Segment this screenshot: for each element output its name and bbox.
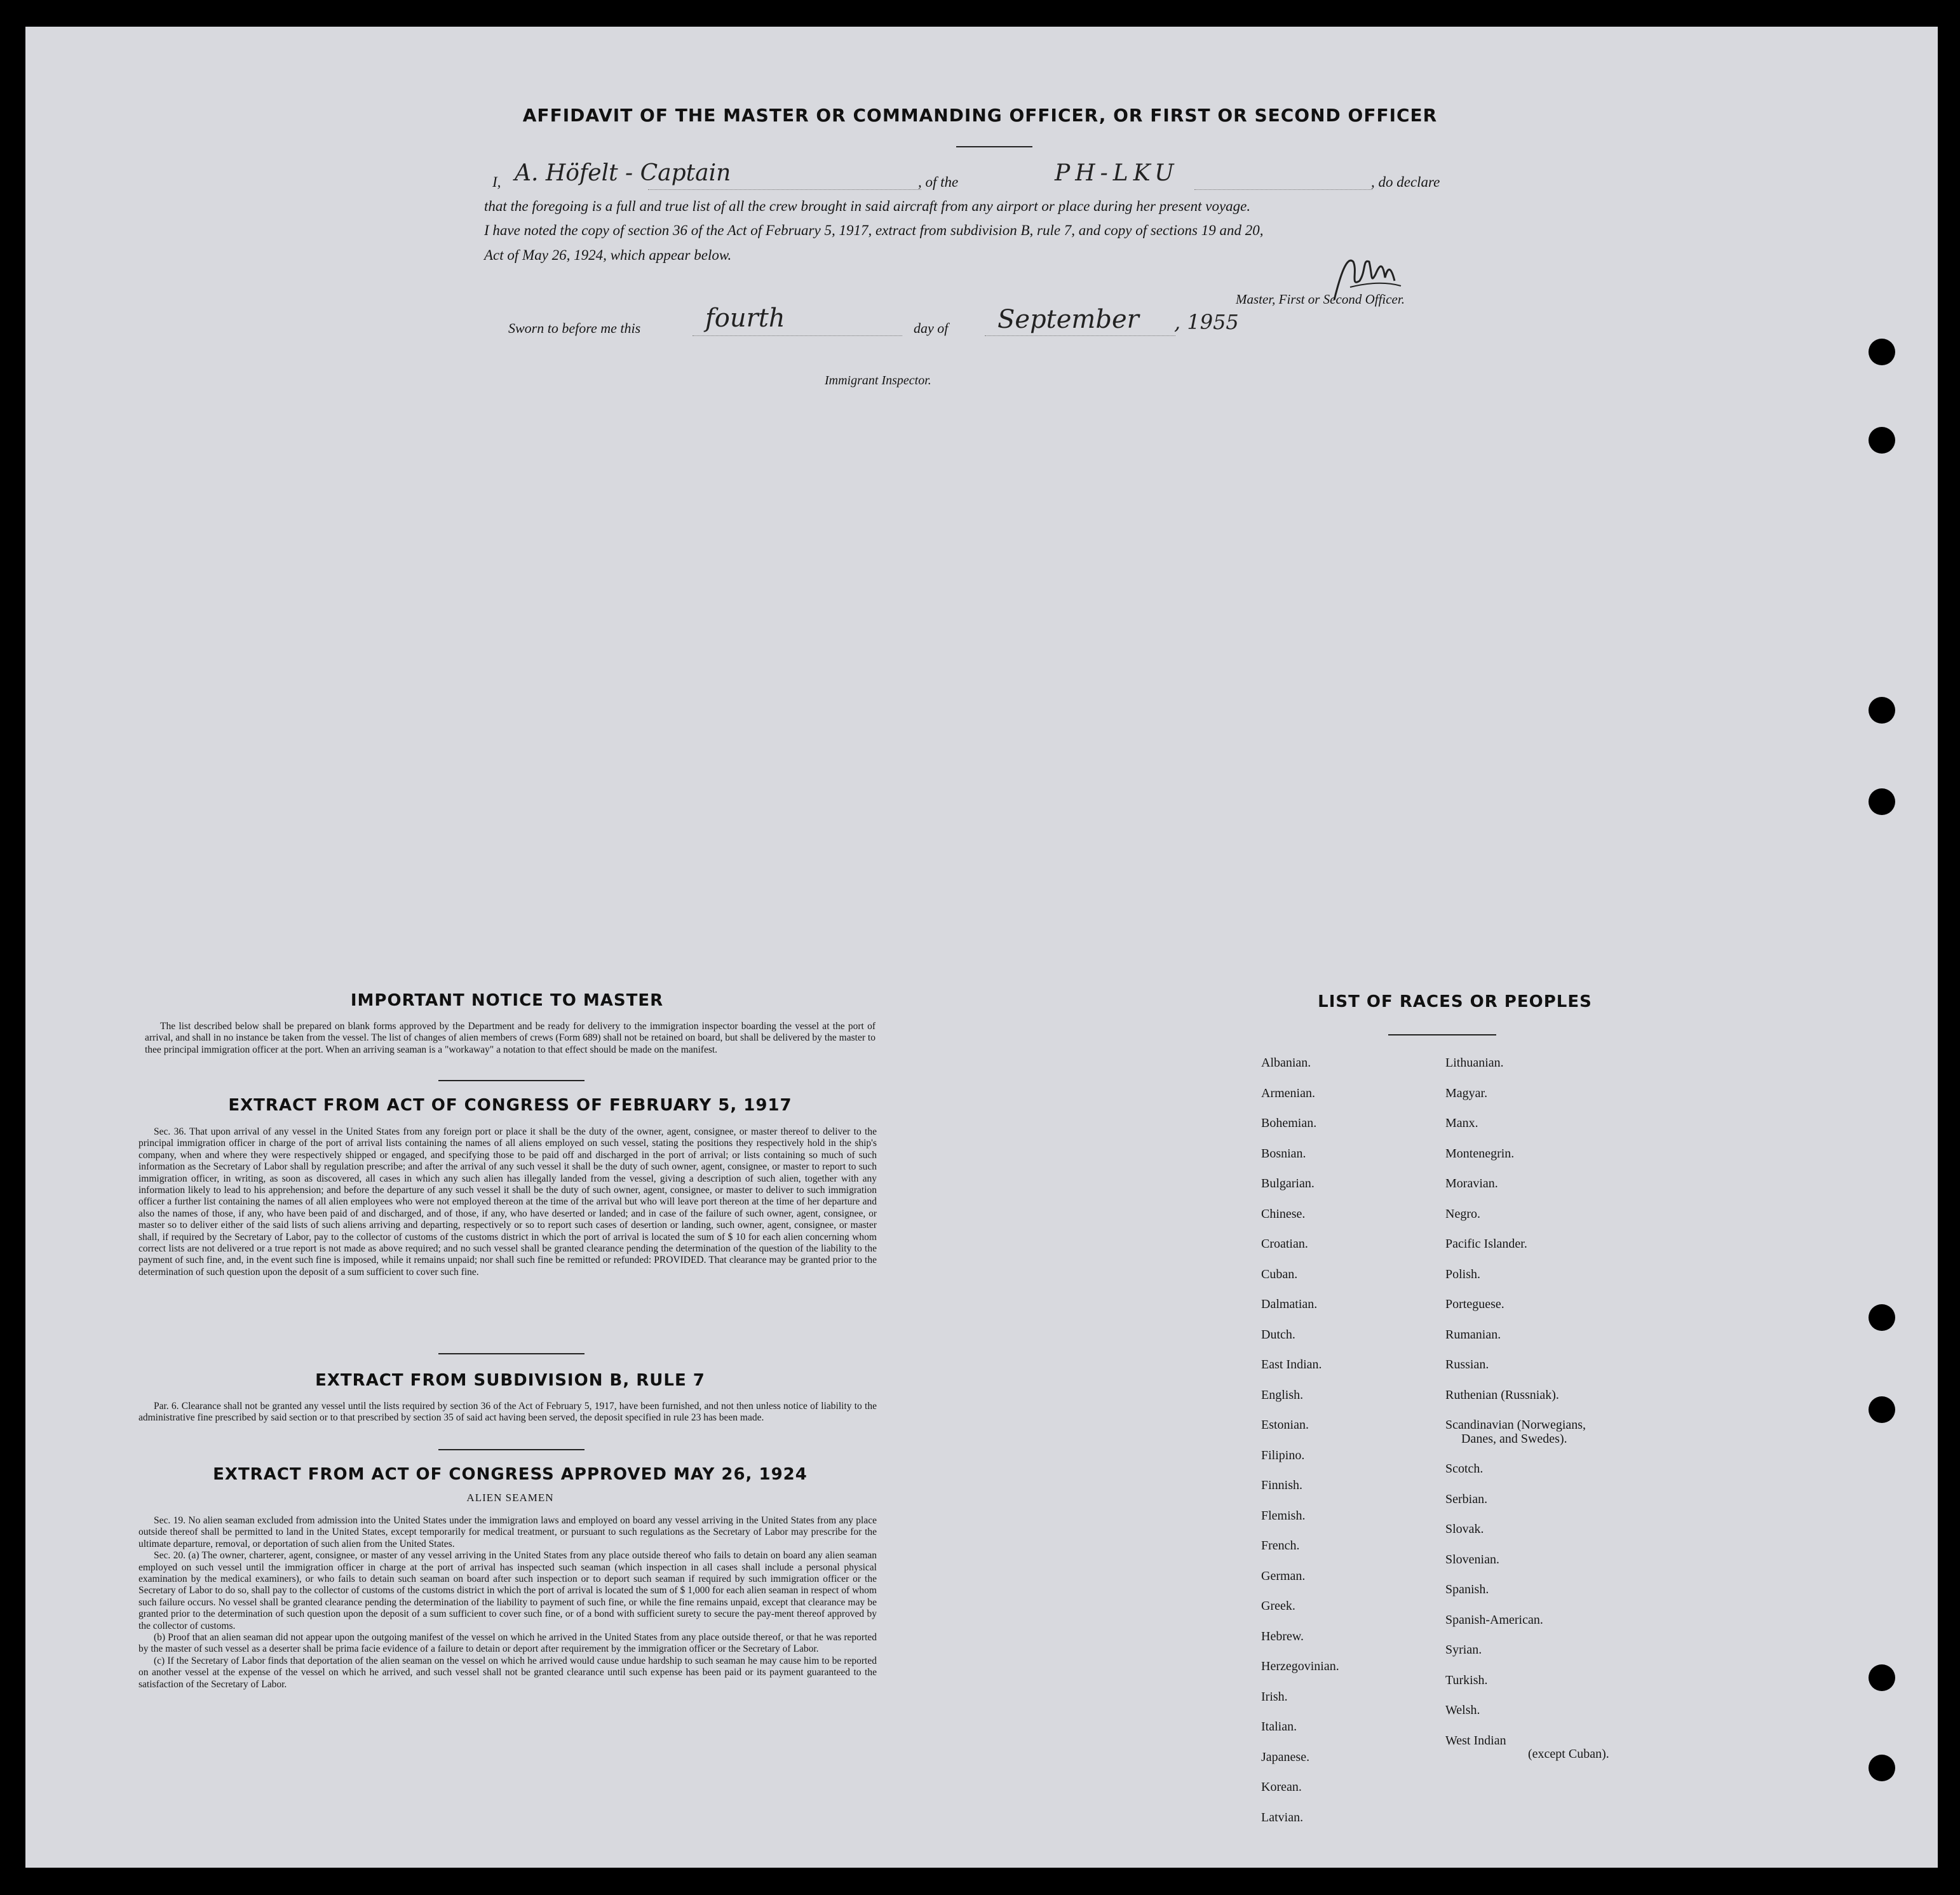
race-item: Estonian. [1261, 1418, 1309, 1432]
signature-label: Master, First or Second Officer. [1236, 292, 1405, 307]
race-item: Dalmatian. [1261, 1297, 1318, 1311]
races-title: LIST OF RACES OR PEOPLES [1318, 992, 1592, 1011]
subdivision-b-title: EXTRACT FROM SUBDIVISION B, RULE 7 [315, 1371, 705, 1390]
race-item: East Indian. [1261, 1358, 1322, 1372]
binder-hole [1869, 1755, 1895, 1781]
section-20b-paragraph: (b) Proof that an alien seaman did not appear upon the outgoing manifest of the vessel on which he arrived in the United States from any place outside thereof, or that he was reported by the master of such vessel as a deserter shall be prima facie evidence of a failure to detain or deport after requirement by the immigration officer or the Secretary of Labor. [139, 1632, 877, 1655]
binder-hole [1869, 697, 1895, 724]
race-item: Porteguese. [1445, 1297, 1504, 1311]
race-item: Polish. [1445, 1267, 1481, 1281]
binder-hole [1869, 1664, 1895, 1691]
race-item: Finnish. [1261, 1478, 1303, 1492]
section-divider [438, 1080, 585, 1081]
race-item: Croatian. [1261, 1237, 1308, 1251]
extract-1924-title: EXTRACT FROM ACT OF CONGRESS APPROVED MAY 26, 1924 [213, 1465, 808, 1484]
sworn-prefix: Sworn to before me this [508, 320, 641, 336]
section-divider [438, 1353, 585, 1354]
subdivision-b-text: Par. 6. Clearance shall not be granted any vessel until the lists required by section 36 of the Act of February 5, 1917, have been furnished, and not then unless notice of liability to the administrative fine prescribed by said section or to that prescribed by section 35 of said act having been served, the deposit specified in rule 23 has been made. [139, 1401, 877, 1424]
race-item: Herzegovinian. [1261, 1659, 1339, 1673]
race-item: Serbian. [1445, 1492, 1488, 1506]
race-item: West Indian [1445, 1733, 1506, 1748]
notice-title: IMPORTANT NOTICE TO MASTER [350, 991, 664, 1010]
race-item: Bohemian. [1261, 1116, 1317, 1130]
race-item: Montenegrin. [1445, 1146, 1515, 1161]
day-of-label: day of [914, 320, 949, 336]
race-item: Manx. [1445, 1116, 1478, 1130]
month-blank-line [985, 335, 1175, 336]
section-20c-paragraph: (c) If the Secretary of Labor finds that deportation of the alien seaman on the vessel on which he arrived would cause undue hardship to such seaman he may cause him to be reported on another vessel at the expense of the vessel on which he arrived, and such vessel shall not be granted clearance until such expense has been paid or its payment guaranteed to the satisfaction of the Secretary of Labor. [139, 1655, 877, 1690]
race-item: Slovenian. [1445, 1552, 1499, 1567]
section-20a-paragraph: Sec. 20. (a) The owner, charterer, agent, consignee, or master of any vessel arriving in the United States from any place outside thereof who fails to detain on board any alien seaman employed on such vessel until the immigration officer in charge at the port of arrival has inspected such seaman (which inspection in all cases shall include a personal physical examination by the medical examiners), or who fails to detain such seaman on board after such inspection or to deport such seaman if required by such immigration officer or the Secretary of Labor to do so, shall pay to the collector of customs of the customs district in which the port of arrival is located the sum of $ 1,000 for each alien seaman in respect of whom such failure occurs. No vessel shall be granted clearance pending the determination of the liability to payment of such fine, or while the fine remains unpaid, except that clearance may be granted prior to the determination of such question upon the deposit of a sum sufficient to cover such fine, or of a bond with sufficient surety to secure the pay-ment thereof approved by the collector of customs. [139, 1550, 877, 1631]
handwritten-day: fourth [705, 304, 785, 333]
race-item: Chinese. [1261, 1206, 1306, 1221]
race-item: Filipino. [1261, 1448, 1305, 1462]
race-item: Greek. [1261, 1599, 1295, 1613]
alien-seamen-subtitle: ALIEN SEAMEN [466, 1492, 554, 1504]
extract-1924-body [139, 1515, 877, 1690]
section-divider [438, 1449, 585, 1450]
race-item-continuation: (except Cuban). [1528, 1747, 1609, 1761]
do-declare-label: , do declare [1371, 174, 1440, 190]
race-item: Spanish-American. [1445, 1612, 1543, 1627]
races-column-1 [1261, 1048, 1339, 1833]
extract-1917-title: EXTRACT FROM ACT OF CONGRESS OF FEBRUARY 5, 1917 [228, 1096, 792, 1115]
handwritten-name: A. Höfelt - Captain [515, 160, 731, 186]
race-item: Spanish. [1445, 1582, 1489, 1596]
handwritten-aircraft: PH-LKU [1055, 160, 1179, 186]
race-item: Hebrew. [1261, 1629, 1304, 1643]
race-item: Scandinavian (Norwegians, [1445, 1418, 1586, 1432]
race-item: Russian. [1445, 1358, 1489, 1372]
race-item: Latvian. [1261, 1810, 1304, 1824]
binder-hole [1869, 339, 1895, 365]
race-item: Irish. [1261, 1689, 1288, 1704]
name-blank-line [648, 189, 921, 190]
race-item: Cuban. [1261, 1267, 1298, 1281]
title-divider [956, 146, 1032, 147]
race-item: Pacific Islander. [1445, 1237, 1527, 1251]
race-item: Korean. [1261, 1780, 1302, 1794]
race-item: Magyar. [1445, 1086, 1488, 1100]
race-item: Italian. [1261, 1720, 1297, 1734]
binder-hole [1869, 788, 1895, 815]
race-item: Negro. [1445, 1206, 1480, 1221]
aircraft-blank-line [1194, 189, 1372, 190]
races-column-2 [1445, 1048, 1609, 1770]
binder-hole [1869, 427, 1895, 454]
race-item: Welsh. [1445, 1703, 1480, 1717]
race-item: Bulgarian. [1261, 1177, 1315, 1190]
race-item: Rumanian. [1445, 1327, 1501, 1342]
race-item: English. [1261, 1387, 1304, 1402]
race-item: Lithuanian. [1445, 1056, 1504, 1070]
declaration-line-2: that the foregoing is a full and true list of all the crew brought in said aircraft from any airport or place during her present voyage. [484, 198, 1251, 214]
race-item: Armenian. [1261, 1086, 1315, 1100]
race-item: Dutch. [1261, 1327, 1295, 1342]
binder-hole [1869, 1304, 1895, 1331]
race-item: Moravian. [1445, 1177, 1498, 1190]
notice-text: The list described below shall be prepared on blank forms approved by the Department and be ready for delivery to the immigration inspector boarding the vessel at the port of arrival, and shall in no instance be taken from the vessel. The list of changes of alien members of crews (Form 689) shall not be retained on board, but shall be delivered by the master to thee principal immigration officer at the port. When an arriving seaman is a "workaway" a notation to that effect should be made on the manifest. [145, 1021, 875, 1055]
race-item: French. [1261, 1539, 1300, 1553]
handwritten-month: September [997, 305, 1139, 334]
sworn-year: , 1955 [1174, 310, 1239, 334]
section-19-paragraph: Sec. 19. No alien seaman excluded from admission into the United States under the immigration laws and employed on board any vessel arriving in the United States from any place outside thereof shall be permitted to land in the United States, except temporarily for medical treatment, or pursuant to such regulations as the Secretary of Labor may prescribe for the ultimate departure, removal, or deportation of such alien from the United States. [139, 1515, 877, 1549]
declaration-line-4: Act of May 26, 1924, which appear below. [484, 247, 732, 263]
race-item: Bosnian. [1261, 1146, 1306, 1161]
race-item: German. [1261, 1568, 1306, 1583]
race-item: Scotch. [1445, 1462, 1484, 1476]
of-the-label: , of the [918, 174, 959, 190]
race-item: Turkish. [1445, 1673, 1488, 1687]
race-item: Syrian. [1445, 1643, 1482, 1657]
affidavit-title: AFFIDAVIT OF THE MASTER OR COMMANDING OFFICER, OR FIRST OR SECOND OFFICER [522, 105, 1438, 126]
day-blank-line [693, 335, 902, 336]
race-item: Flemish. [1261, 1508, 1306, 1523]
races-divider [1388, 1034, 1496, 1035]
race-item: Slovak. [1445, 1522, 1484, 1536]
declare-prefix: I, [492, 174, 501, 190]
race-item: Ruthenian (Russniak). [1445, 1387, 1559, 1402]
binder-hole [1869, 1396, 1895, 1423]
extract-1917-text: Sec. 36. That upon arrival of any vessel in the United States from any foreign port or place it shall be the duty of the owner, agent, consignee, or master thereof to deliver to the principal immigration officer in charge of the port of arrival lists containing the names of all aliens employed on such vessel, stating the positions they respectively hold in the ship's company, when and where they were respectively shipped or engaged, and specifying those to be paid off and discharged in the port of arrival; or lists containing so much of such information as the Secretary of Labor shall by regulation prescribe; and after the arrival of any such vessel it shall be the duty of such owner, agent, consignee, or master to report to such immigration officer, in writing, as soon as discovered, all cases in which any such alien has illegally landed from the vessel, giving a description of such alien, together with any information likely to lead to his apprehension; and before the departure of any such vessel it shall be the duty of such owner, agent, consignee, or master to deliver to such immigration officer a further list containing the names of all alien employees who were not employed thereon at the time of the arrival but who will leave port thereon at the time of her departure and also the names of those, if any, who have been paid of and discharged, and of those, if any, who have deserted or landed; and in case of the failure of such owner, agent, consignee, or master so to deliver either of the said lists of such aliens arriving and departing, respectively or so to report such cases of desertion or landing, such owner, agent, consignee, or master shall, if required by the Secretary of Labor, pay to the collector of customs of the customs district in which the port of arrival is located the sum of $ 10 for each alien concerning whom correct lists are not delivered or a true report is not made as above required; and no such vessel shall be granted clearance pending the determination of the question of the liability to the payment of such fine, and, in the event such fine is imposed, while it remains unpaid; nor shall such fine be remitted or refunded: PROVIDED. That clearance may be granted prior to the determination of such question upon the deposit of a sum sufficient to cover such fine. [139, 1126, 877, 1278]
race-item: Albanian. [1261, 1056, 1311, 1070]
declaration-line-3: I have noted the copy of section 36 of the Act of February 5, 1917, extract from subdivision B, rule 7, and copy of sections 19 and 20, [484, 222, 1264, 238]
race-item: Japanese. [1261, 1750, 1310, 1764]
race-item-continuation: Danes, and Swedes). [1461, 1431, 1567, 1446]
inspector-label: Immigrant Inspector. [825, 374, 931, 388]
